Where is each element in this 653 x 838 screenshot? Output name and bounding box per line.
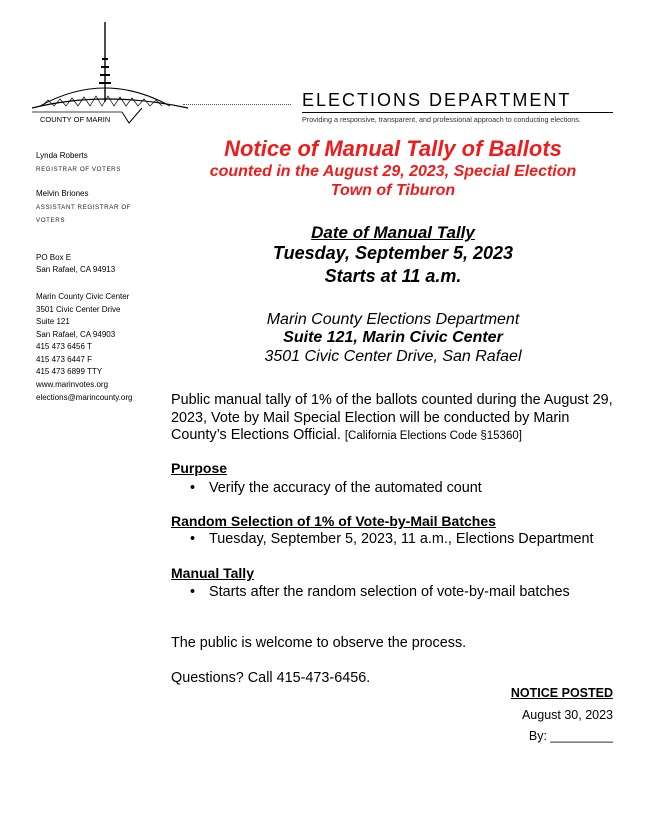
website-link[interactable]: www.marinvotes.org (36, 380, 109, 389)
random-selection-item (190, 531, 593, 547)
location-name: Marin County Elections Department (266, 311, 520, 328)
tally-start-time: Starts at 11 a.m. (324, 266, 462, 286)
bullet: • (190, 480, 196, 496)
location-address: 3501 Civic Center Drive, San Rafael (264, 348, 522, 365)
manual-tally-heading: Manual Tally (171, 565, 254, 581)
header-rule (302, 112, 613, 113)
elections-code-citation: [California Elections Code §15360] (344, 430, 522, 442)
assistant-name: Melvin Briones (36, 189, 89, 198)
intro-paragraph (171, 392, 621, 446)
bullet: • (190, 531, 196, 547)
bullet: • (190, 584, 196, 600)
manual-tally-item (190, 584, 570, 600)
email-link[interactable]: elections@marincounty.org (36, 393, 133, 402)
notice-posted-heading: NOTICE POSTED (510, 686, 613, 700)
purpose-item-text: Verify the accuracy of the automated count (209, 480, 482, 496)
assistant-title-line2: VOTERS (36, 217, 66, 224)
county-label: COUNTY OF MARIN (40, 115, 111, 124)
header-dotted-line (183, 104, 291, 105)
tally-date: Tuesday, September 5, 2023 (272, 243, 514, 263)
random-selection-heading: Random Selection of 1% of Vote-by-Mail Batches (171, 513, 496, 529)
phone: 415 473 6456 T (36, 342, 92, 351)
po-city: San Rafael, CA 94913 (36, 265, 116, 274)
location-suite: Suite 121, Marin Civic Center (283, 329, 503, 346)
notice-subtitle-town: Town of Tiburon (330, 182, 456, 199)
registrar-name: Lynda Roberts (36, 151, 88, 160)
manual-tally-item-text: Starts after the random selection of vote-by-mail batches (209, 584, 570, 600)
questions-text: Questions? Call 415-473-6456. (171, 670, 371, 686)
tally-date-heading: Date of Manual Tally (311, 223, 475, 242)
street: 3501 Civic Center Drive (36, 305, 121, 314)
tagline: Providing a responsive, transparent, and professional approach to conducting elections. (302, 115, 581, 124)
fax: 415 473 6447 F (36, 355, 93, 364)
notice-posted-by: By: _________ (528, 729, 613, 743)
suite: Suite 121 (36, 317, 70, 326)
tty: 415 473 6899 TTY (36, 367, 103, 376)
assistant-title-line1: ASSISTANT REGISTRAR OF (36, 204, 132, 211)
po-box: PO Box E (36, 253, 72, 262)
civic-center: Marin County Civic Center (36, 292, 130, 301)
purpose-heading: Purpose (171, 460, 228, 476)
county-of-marin-logo (30, 20, 190, 126)
department-title: ELECTIONS DEPARTMENT (302, 90, 572, 110)
intro-text: Public manual tally of 1% of the ballots counted during the August 29, 2023, Vote by Mail Special Election will be conducted by Marin County’s Elections Official. (171, 392, 613, 443)
city: San Rafael, CA 94903 (36, 330, 116, 339)
public-welcome-text: The public is welcome to observe the process. (171, 635, 467, 651)
notice-posted-date: August 30, 2023 (521, 708, 613, 722)
registrar-title: REGISTRAR OF VOTERS (36, 166, 121, 173)
purpose-item (190, 480, 482, 496)
notice-subtitle-election: counted in the August 29, 2023, Special Election (209, 163, 577, 180)
notice-title: Notice of Manual Tally of Ballots (224, 136, 562, 161)
random-selection-item-text: Tuesday, September 5, 2023, 11 a.m., Elections Department (209, 531, 594, 547)
